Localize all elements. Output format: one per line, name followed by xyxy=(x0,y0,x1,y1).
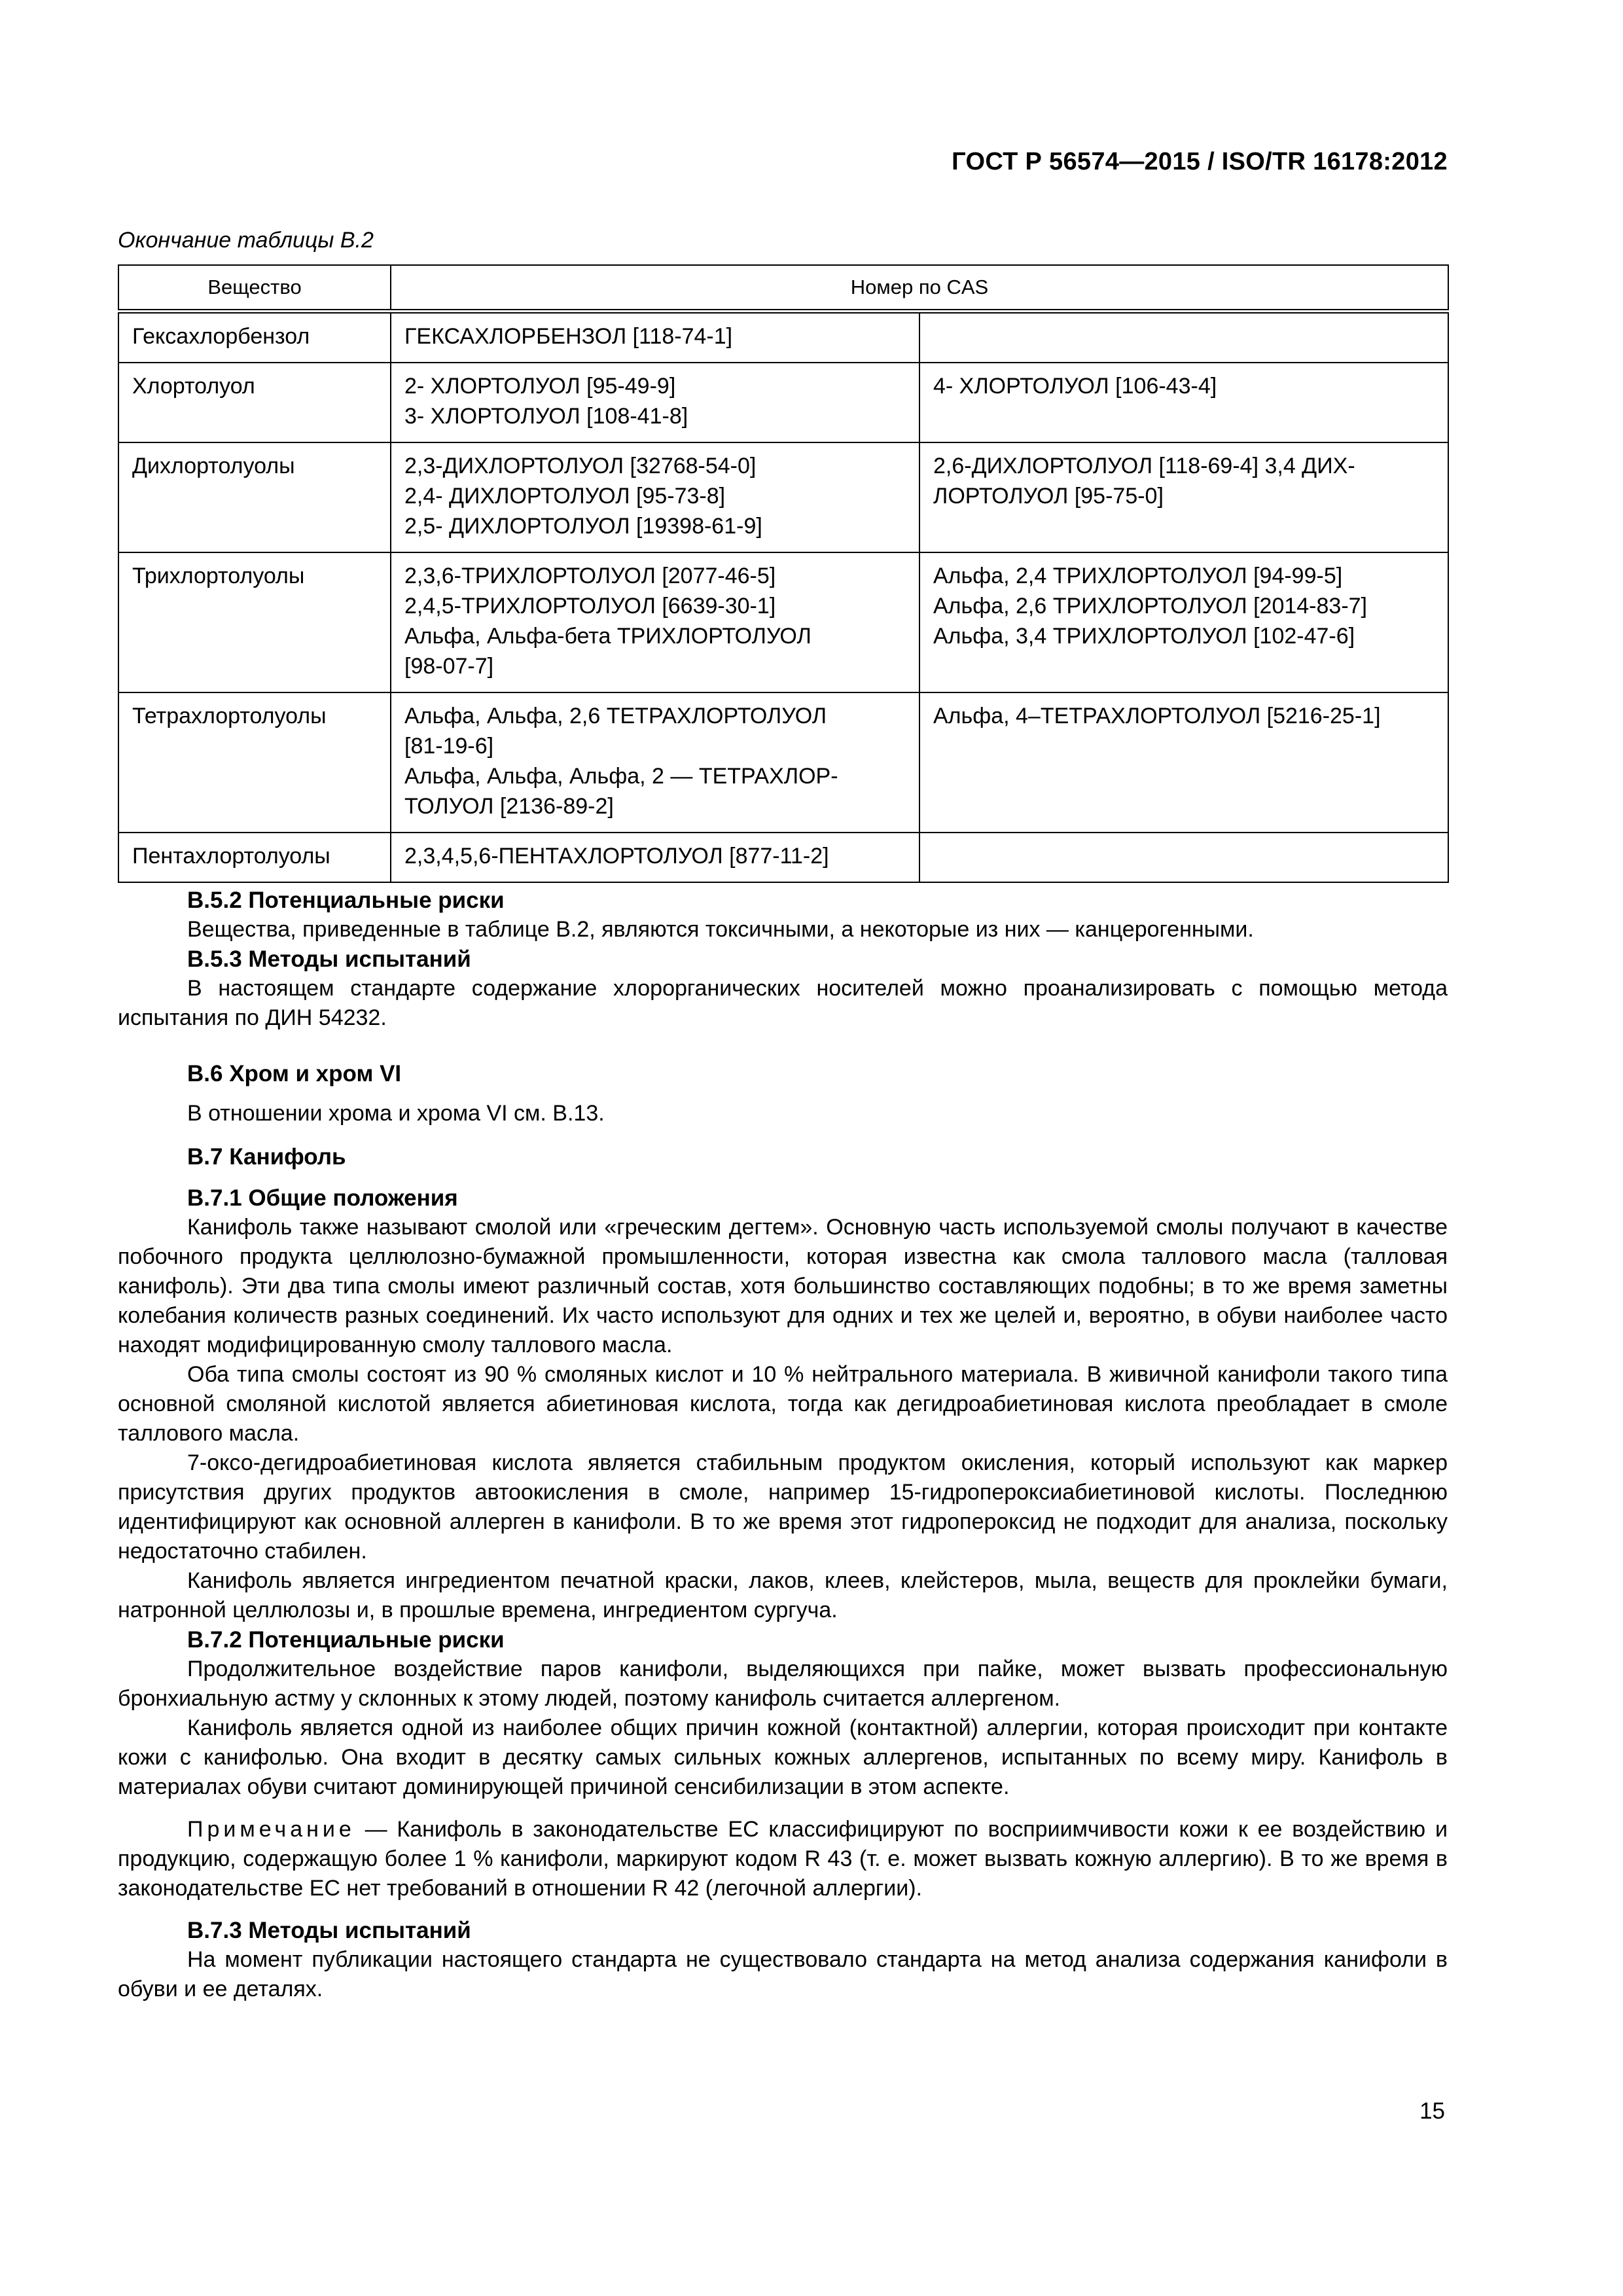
cas-entry: 2,4,5-ТРИХЛОРТОЛУОЛ [6639-30-1] xyxy=(404,594,776,619)
section-b52 xyxy=(118,886,1448,944)
section-b72 xyxy=(118,1625,1448,1903)
table-caption: Окончание таблицы В.2 xyxy=(118,228,374,253)
cas-cell-left xyxy=(391,363,919,442)
cas-cell-left xyxy=(391,552,919,692)
substance-cell: Гексахлорбензол xyxy=(118,312,391,363)
cas-cell-right xyxy=(919,363,1448,442)
section-heading: В.5.2 Потенциальные риски xyxy=(187,888,505,913)
section-heading: В.7 Канифоль xyxy=(187,1144,346,1170)
section-b6 xyxy=(118,1059,1448,1128)
cas-cell-right xyxy=(919,552,1448,692)
table-row xyxy=(118,833,1448,882)
table-row xyxy=(118,312,1448,363)
cas-entry: Альфа, 3,4 ТРИХЛОРТОЛУОЛ [102-47-6] xyxy=(933,624,1355,649)
cas-cell-right xyxy=(919,312,1448,363)
cas-entry: 2,6-ДИХЛОРТОЛУОЛ [118-69-4] 3,4 ДИХ- xyxy=(933,454,1355,478)
table-row xyxy=(118,442,1448,552)
cas-cell-right xyxy=(919,692,1448,833)
cas-cell-left xyxy=(391,442,919,552)
substance-cell: Пентахлортолуолы xyxy=(118,833,391,882)
paragraph: Канифоль является ингредиентом печатной краски, лаков, клеев, клейстеров, мыла, веществ для проклейки бумаги, натронной целлюлозы и, в прошлые времена, ингредиентом сургуча. xyxy=(118,1568,1448,1623)
note-label: Примечание xyxy=(187,1817,355,1842)
paragraph: Канифоль является одной из наиболее общих причин кожной (контактной) аллергии, которая происходит при контакте кожи с канифолью. Она входит в десятку самых сильных кожных аллергенов, испытанных по всему миру. Канифоль в материалах обуви считают доминирующей причиной сенсибилизации в этом аспекте. xyxy=(118,1715,1448,1799)
paragraph: Продолжительное воздействие паров канифоли, выделяющихся при пайке, может вызвать профессиональную бронхиальную астму у склонных к этому людей, поэтому канифоль считается аллергеном. xyxy=(118,1657,1448,1711)
cas-entry: Альфа, Альфа-бета ТРИХЛОРТОЛУОЛ xyxy=(404,624,812,649)
cas-entry: ТОЛУОЛ [2136-89-2] xyxy=(404,794,614,819)
cas-cell-left xyxy=(391,692,919,833)
paragraph: На момент публикации настоящего стандарта не существовало стандарта на метод анализа содержания канифоли в обуви и ее деталях. xyxy=(118,1947,1448,2001)
paragraph: В отношении хрома и хрома VI см. В.13. xyxy=(187,1101,605,1126)
table-row xyxy=(118,552,1448,692)
cas-entry: Альфа, Альфа, Альфа, 2 — ТЕТРАХЛОР- xyxy=(404,764,838,789)
section-heading: В.7.1 Общие положения xyxy=(187,1185,458,1211)
cas-entry: [98-07-7] xyxy=(404,654,494,679)
cas-cell-right xyxy=(919,833,1448,882)
section-b71 xyxy=(118,1183,1448,1625)
cas-entry: Альфа, 4–ТЕТРАХЛОРТОЛУОЛ [5216-25-1] xyxy=(933,704,1381,728)
document-code: ГОСТ Р 56574—2015 / ISO/TR 16178:2012 xyxy=(952,148,1448,175)
paragraph: Канифоль также называют смолой или «греческим дегтем». Основную часть используемой смолы получают в качестве побочного продукта целлюлозно-бумажной промышленности, которая известна как смола таллового масла (талловая канифоль). Эти два типа смолы имеют различный состав, хотя большинство составляющих подобны; в то же время заметны колебания количеств разных соединений. Их часто используют для одних и тех же целей и, вероятно, в обуви наиболее часто находят модифицированную смолу таллового масла. xyxy=(118,1215,1448,1357)
cas-entry: Альфа, Альфа, 2,6 ТЕТРАХЛОРТОЛУОЛ xyxy=(404,704,827,728)
cas-entry: 2,4- ДИХЛОРТОЛУОЛ [95-73-8] xyxy=(404,484,726,509)
substance-cell: Хлортолуол xyxy=(118,363,391,442)
cas-table xyxy=(118,264,1449,883)
section-heading: В.5.3 Методы испытаний xyxy=(187,946,471,972)
paragraph: В настоящем стандарте содержание хлорорганических носителей можно проанализировать с помощью метода испытания по ДИН 54232. xyxy=(118,976,1448,1030)
section-heading: В.7.3 Методы испытаний xyxy=(187,1918,471,1943)
table-row xyxy=(118,363,1448,442)
section-b53 xyxy=(118,944,1448,1033)
paragraph: 7-оксо-дегидроабиетиновая кислота является стабильным продуктом окисления, который используют как маркер присутствия других продуктов автоокисления в смоле, например 15-гидропероксиабиетиновой кислоты. Последнюю идентифицируют как основной аллерген в канифоли. В то же время этот гидропероксид не подходит для анализа, поскольку недостаточно стабилен. xyxy=(118,1450,1448,1564)
cas-entry: 2- ХЛОРТОЛУОЛ [95-49-9] xyxy=(404,374,676,399)
cas-entry: 4- ХЛОРТОЛУОЛ [106-43-4] xyxy=(933,374,1217,399)
paragraph: Оба типа смолы состоят из 90 % смоляных кислот и 10 % нейтрального материала. В живичной канифоли такого типа основной смоляной кислотой является абиетиновая кислота, тогда как дегидроабиетиновая кислота преобладает в смоле таллового масла. xyxy=(118,1362,1448,1446)
cas-entry: Альфа, 2,4 ТРИХЛОРТОЛУОЛ [94-99-5] xyxy=(933,564,1343,588)
table-row xyxy=(118,692,1448,833)
page-number: 15 xyxy=(1419,2098,1445,2124)
cas-cell-right xyxy=(919,442,1448,552)
cas-cell-left xyxy=(391,312,919,363)
cas-entry: ГЕКСАХЛОРБЕНЗОЛ [118-74-1] xyxy=(404,324,733,349)
cas-entry: ЛОРТОЛУОЛ [95-75-0] xyxy=(933,484,1164,509)
table-body xyxy=(118,312,1448,883)
cas-entry: Альфа, 2,6 ТРИХЛОРТОЛУОЛ [2014-83-7] xyxy=(933,594,1367,619)
note-paragraph xyxy=(118,1815,1448,1903)
table-header-row xyxy=(118,265,1448,312)
section-heading: В.6 Хром и хром VI xyxy=(187,1061,402,1086)
cas-entry: 2,3,4,5,6-ПЕНТАХЛОРТОЛУОЛ [877-11-2] xyxy=(404,844,829,869)
cas-entry: 3- ХЛОРТОЛУОЛ [108-41-8] xyxy=(404,404,688,429)
cas-entry: 2,5- ДИХЛОРТОЛУОЛ [19398-61-9] xyxy=(404,514,762,539)
substance-cell: Тетрахлортолуолы xyxy=(118,692,391,833)
substance-cell: Дихлортолуолы xyxy=(118,442,391,552)
header-cas: Номер по CAS xyxy=(391,265,1448,312)
note-text: — Канифоль в законодательстве ЕС классифицируют по восприимчивости кожи к ее воздействию и продукцию, содержащую более 1 % канифоли, маркируют кодом R 43 (т. е. может вызвать кожную аллергию). В то же время в законодательстве ЕС нет требований в отношении R 42 (легочной аллергии). xyxy=(118,1817,1448,1901)
substance-cell: Трихлортолуолы xyxy=(118,552,391,692)
cas-entry: [81-19-6] xyxy=(404,734,494,759)
section-b7 xyxy=(118,1142,1448,1172)
section-b73 xyxy=(118,1916,1448,2004)
section-heading: В.7.2 Потенциальные риски xyxy=(187,1627,505,1653)
cas-entry: 2,3,6-ТРИХЛОРТОЛУОЛ [2077-46-5] xyxy=(404,564,776,588)
cas-cell-left xyxy=(391,833,919,882)
header-substance: Вещество xyxy=(118,265,391,312)
cas-entry: 2,3-ДИХЛОРТОЛУОЛ [32768-54-0] xyxy=(404,454,757,478)
paragraph: Вещества, приведенные в таблице В.2, являются токсичными, а некоторые из них — канцерогенными. xyxy=(187,917,1254,942)
